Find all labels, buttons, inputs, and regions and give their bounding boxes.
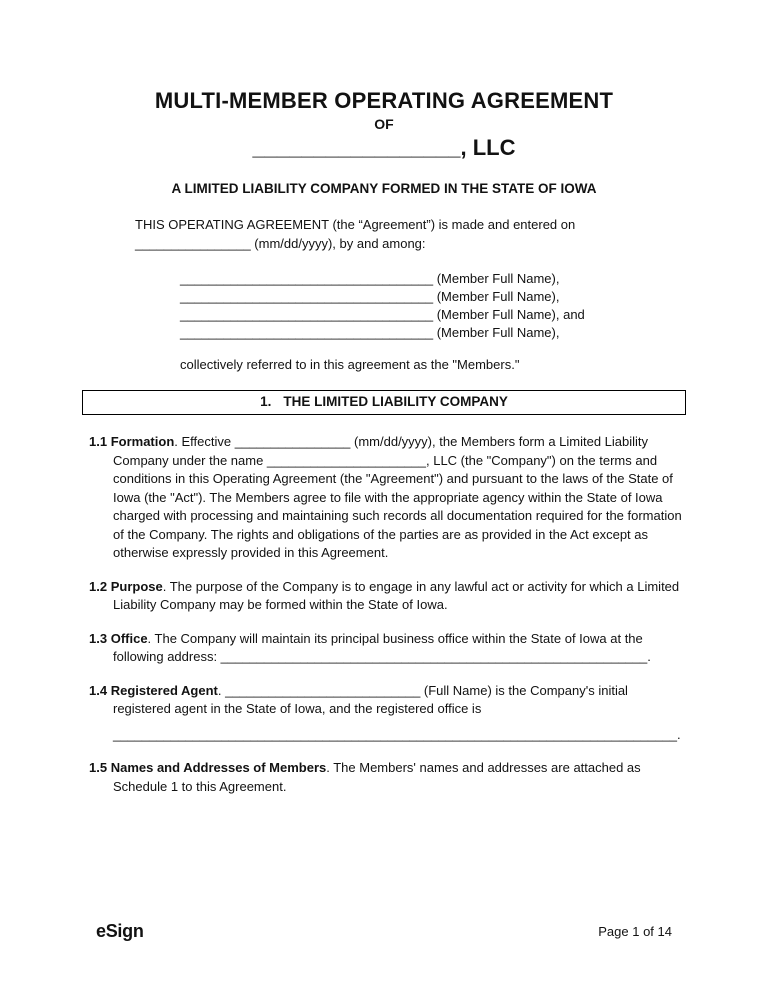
member-name-blank: ___________________________________: [180, 307, 434, 322]
clause-heading: Purpose: [110, 578, 163, 594]
clause-number: 1.1: [89, 434, 108, 449]
clause-heading: Office: [110, 630, 148, 646]
member-name-blank: ___________________________________: [180, 289, 434, 304]
company-name-suffix: , LLC: [460, 135, 516, 160]
clause-number: 1.5: [89, 760, 108, 775]
esign-logo: eSign: [96, 921, 144, 941]
intro-paragraph: THIS OPERATING AGREEMENT (the “Agreement”) is made and entered on ________________ (mm/dd/yyyy), by and among:: [135, 217, 576, 251]
clause-body: . The Members' names and addresses are attached as Schedule 1 to this Agreement.: [113, 760, 641, 794]
registered-office-blank-line: ______________________________________________________________________________.: [113, 726, 681, 742]
clause-1-4-registered-agent: [89, 682, 686, 719]
clause-1-2-purpose: [89, 578, 686, 615]
clause-body: . The purpose of the Company is to engage in any lawful act or activity for which a Limited Liability Company may be formed within the State of Iowa.: [113, 578, 680, 612]
member-name-row: [180, 324, 686, 342]
member-name-row: [180, 288, 686, 306]
company-name-line: [82, 135, 686, 161]
section-1-header: [82, 390, 686, 415]
clause-body: . The Company will maintain its principal business office within the State of Iowa at the following address: ___________________________________________________________.: [113, 630, 651, 664]
member-name-blank: ___________________________________: [180, 325, 434, 340]
clause-number: 1.3: [89, 630, 108, 646]
collective-note: collectively referred to in this agreement as the "Members.": [180, 357, 520, 372]
clause-number: 1.4: [89, 682, 108, 698]
company-name-blank: _________________: [252, 135, 461, 160]
member-name-list: [180, 270, 686, 342]
clause-body: . Effective ________________ (mm/dd/yyyy), the Members form a Limited Liability Company under the name ______________________, LLC (the "Company") on the terms and conditions in this Operating Agreement (the "Agreement") and pursuant to the laws of the State of Iowa (the "Act"). The Members agree to file with the appropriate agency within the State of Iowa charged with processing and maintaining such records all documentation required for the formation of the Company. The rights and obligations of the parties are as provided in the Act except as otherwise expressly provided in this Agreement.: [113, 434, 682, 560]
clause-body: . ___________________________ (Full Name) is the Company's initial registered agent in the State of Iowa, and the registered office is: [113, 682, 628, 716]
section-1-number: 1.: [260, 394, 272, 409]
member-name-label: (Member Full Name),: [436, 289, 560, 304]
clause-1-5-names-addresses: [89, 759, 686, 796]
page-number: Page 1 of 14: [598, 924, 672, 939]
section-1-title: THE LIMITED LIABILITY COMPANY: [283, 394, 508, 409]
clause-1-1-formation: [89, 433, 686, 563]
member-name-label: (Member Full Name), and: [436, 307, 585, 322]
clause-heading: Formation: [110, 434, 175, 449]
member-name-label: (Member Full Name),: [436, 325, 560, 340]
member-name-row: [180, 306, 686, 324]
clause-heading: Names and Addresses of Members: [110, 760, 327, 775]
clause-number: 1.2: [89, 578, 108, 594]
clause-1-3-office: [89, 630, 686, 667]
document-title: MULTI-MEMBER OPERATING AGREEMENT: [154, 88, 614, 113]
member-name-label: (Member Full Name),: [436, 271, 560, 286]
clause-heading: Registered Agent: [110, 682, 218, 698]
document-subtitle: A LIMITED LIABILITY COMPANY FORMED IN THE STATE OF IOWA: [171, 181, 597, 196]
member-name-blank: ___________________________________: [180, 271, 434, 286]
of-label: OF: [374, 116, 394, 132]
member-name-row: [180, 270, 686, 288]
